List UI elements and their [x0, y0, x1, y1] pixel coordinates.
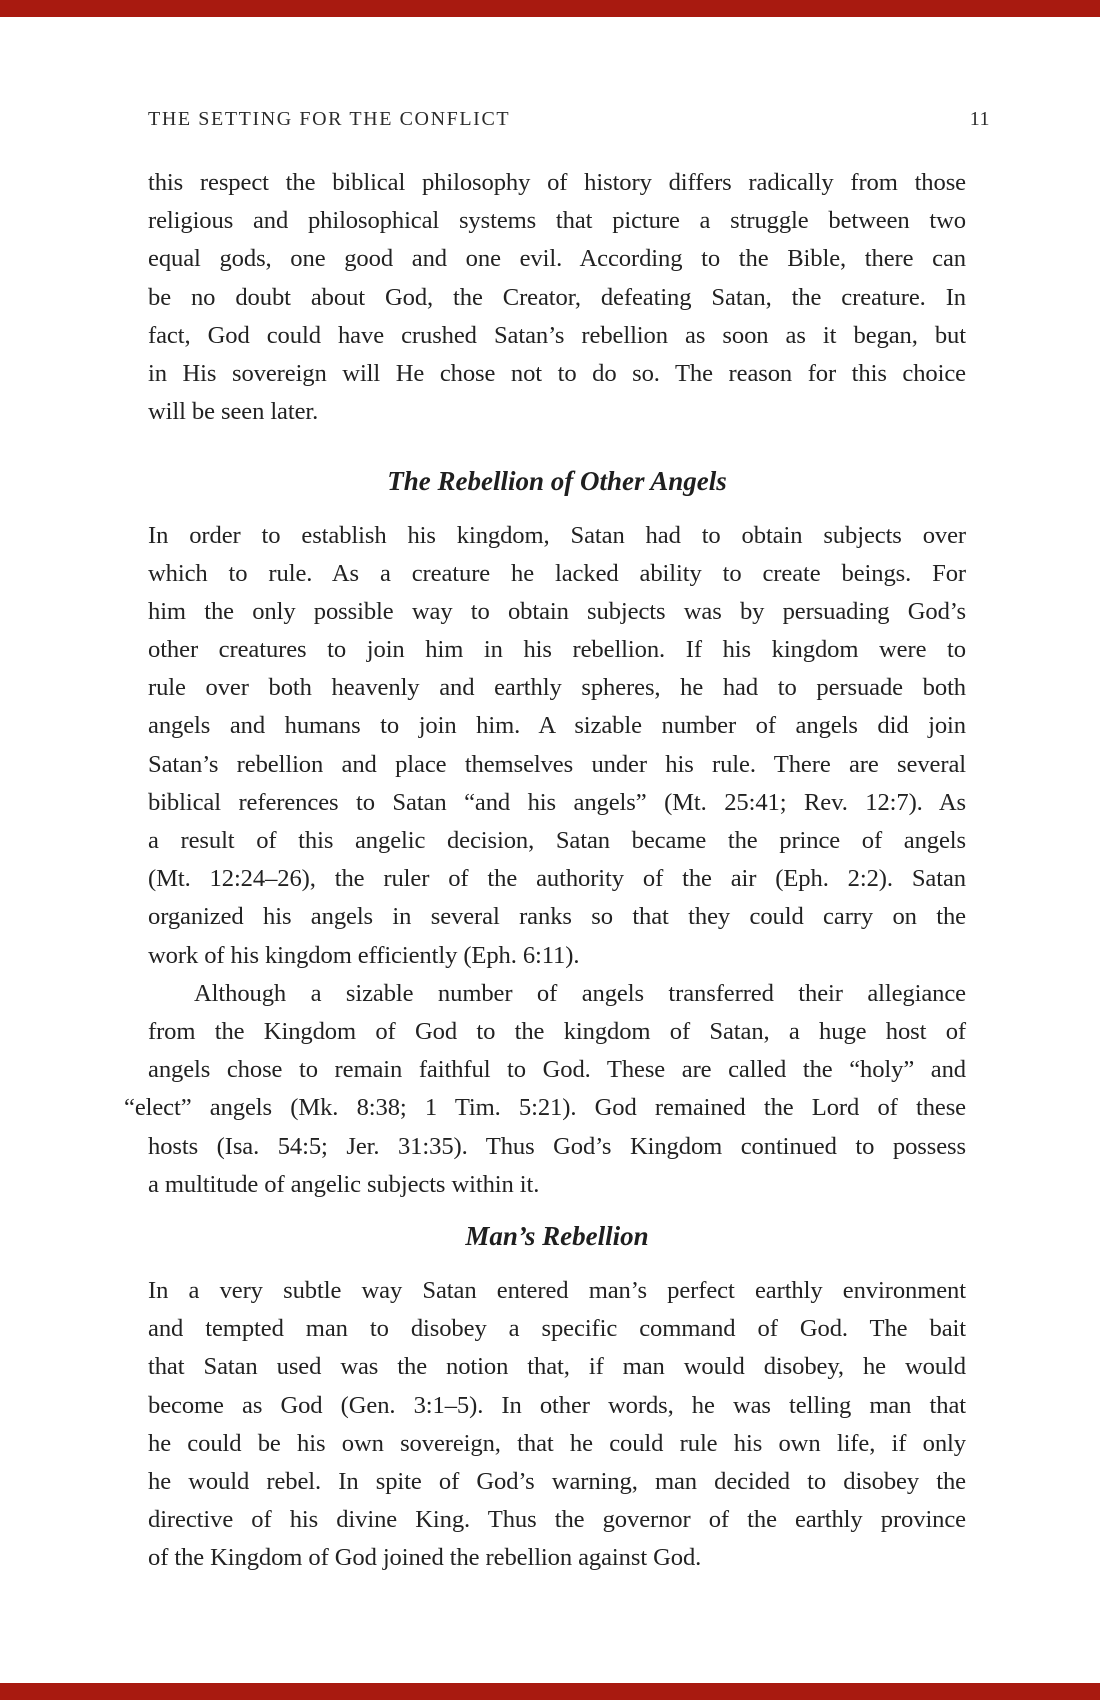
- text-line: fact, God could have crushed Satan’s rebellion as soon as it began, but: [148, 321, 966, 349]
- text-line: that Satan used was the notion that, if man would disobey, he would: [148, 1353, 966, 1381]
- top-accent-bar: [0, 0, 1100, 17]
- running-head-title: THE SETTING FOR THE CONFLICT: [148, 108, 511, 130]
- text-line: a result of this angelic decision, Satan became the prince of angels: [148, 827, 966, 854]
- text-line: directive of his divine King. Thus the governor of the earthly province: [148, 1506, 966, 1534]
- page-number: 11: [969, 108, 990, 130]
- text-line: he would rebel. In spite of God’s warning, man decided to disobey the: [148, 1468, 966, 1495]
- text-line: become as God (Gen. 3:1–5). In other words, he was telling man that: [148, 1391, 966, 1419]
- text-line: biblical references to Satan “and his angels” (Mt. 25:41; Rev. 12:7). As: [148, 788, 966, 816]
- text-line: other creatures to join him in his rebellion. If his kingdom were to: [148, 636, 966, 664]
- paragraph: [148, 164, 966, 431]
- text-line: In a very subtle way Satan entered man’s perfect earthly environment: [148, 1277, 966, 1305]
- text-line: be no doubt about God, the Creator, defeating Satan, the creature. In: [148, 283, 966, 311]
- bottom-accent-bar: [0, 1683, 1100, 1700]
- text-line: a multitude of angelic subjects within it.: [148, 1170, 540, 1198]
- paragraph: [124, 975, 966, 1204]
- text-line: hosts (Isa. 54:5; Jer. 31:35). Thus God’s Kingdom continued to possess: [148, 1132, 966, 1160]
- text-line: rule over both heavenly and earthly spheres, he had to persuade both: [148, 674, 966, 702]
- text-line: him the only possible way to obtain subjects was by persuading God’s: [148, 597, 966, 625]
- text-line: In order to establish his kingdom, Satan had to obtain subjects over: [148, 521, 966, 549]
- text-line: will be seen later.: [148, 398, 319, 426]
- section-heading: Man’s Rebellion: [465, 1220, 649, 1251]
- text-line: from the Kingdom of God to the kingdom of Satan, a huge host of: [148, 1017, 966, 1045]
- text-line: (Mt. 12:24–26), the ruler of the authority of the air (Eph. 2:2). Satan: [148, 865, 966, 893]
- section-heading: The Rebellion of Other Angels: [387, 466, 727, 497]
- text-line: equal gods, one good and one evil. According to the Bible, there can: [148, 245, 966, 273]
- text-line: in His sovereign will He chose not to do so. The reason for this choice: [148, 359, 966, 387]
- paragraph: [148, 517, 966, 975]
- text-line: organized his angels in several ranks so that they could carry on the: [148, 903, 966, 931]
- text-line: “elect” angels (Mk. 8:38; 1 Tim. 5:21). God remained the Lord of these: [124, 1094, 966, 1122]
- text-line: and tempted man to disobey a specific command of God. The bait: [148, 1315, 966, 1343]
- text-line: religious and philosophical systems that picture a struggle between two: [148, 207, 966, 235]
- paragraph: [148, 1272, 966, 1578]
- text-line: he could be his own sovereign, that he could rule his own life, if only: [148, 1429, 966, 1457]
- text-line: this respect the biblical philosophy of history differs radically from those: [148, 169, 966, 196]
- text-line: of the Kingdom of God joined the rebellion against God.: [148, 1544, 702, 1572]
- page-body: [124, 164, 966, 1578]
- text-line: which to rule. As a creature he lacked ability to create beings. For: [148, 559, 966, 587]
- text-line: Although a sizable number of angels transferred their allegiance: [194, 979, 966, 1007]
- text-line: angels chose to remain faithful to God. These are called the “holy” and: [148, 1056, 966, 1084]
- text-line: work of his kingdom efficiently (Eph. 6:11).: [148, 941, 580, 969]
- text-line: angels and humans to join him. A sizable number of angels did join: [148, 712, 966, 740]
- text-line: Satan’s rebellion and place themselves under his rule. There are several: [148, 750, 966, 778]
- running-header: [148, 108, 990, 131]
